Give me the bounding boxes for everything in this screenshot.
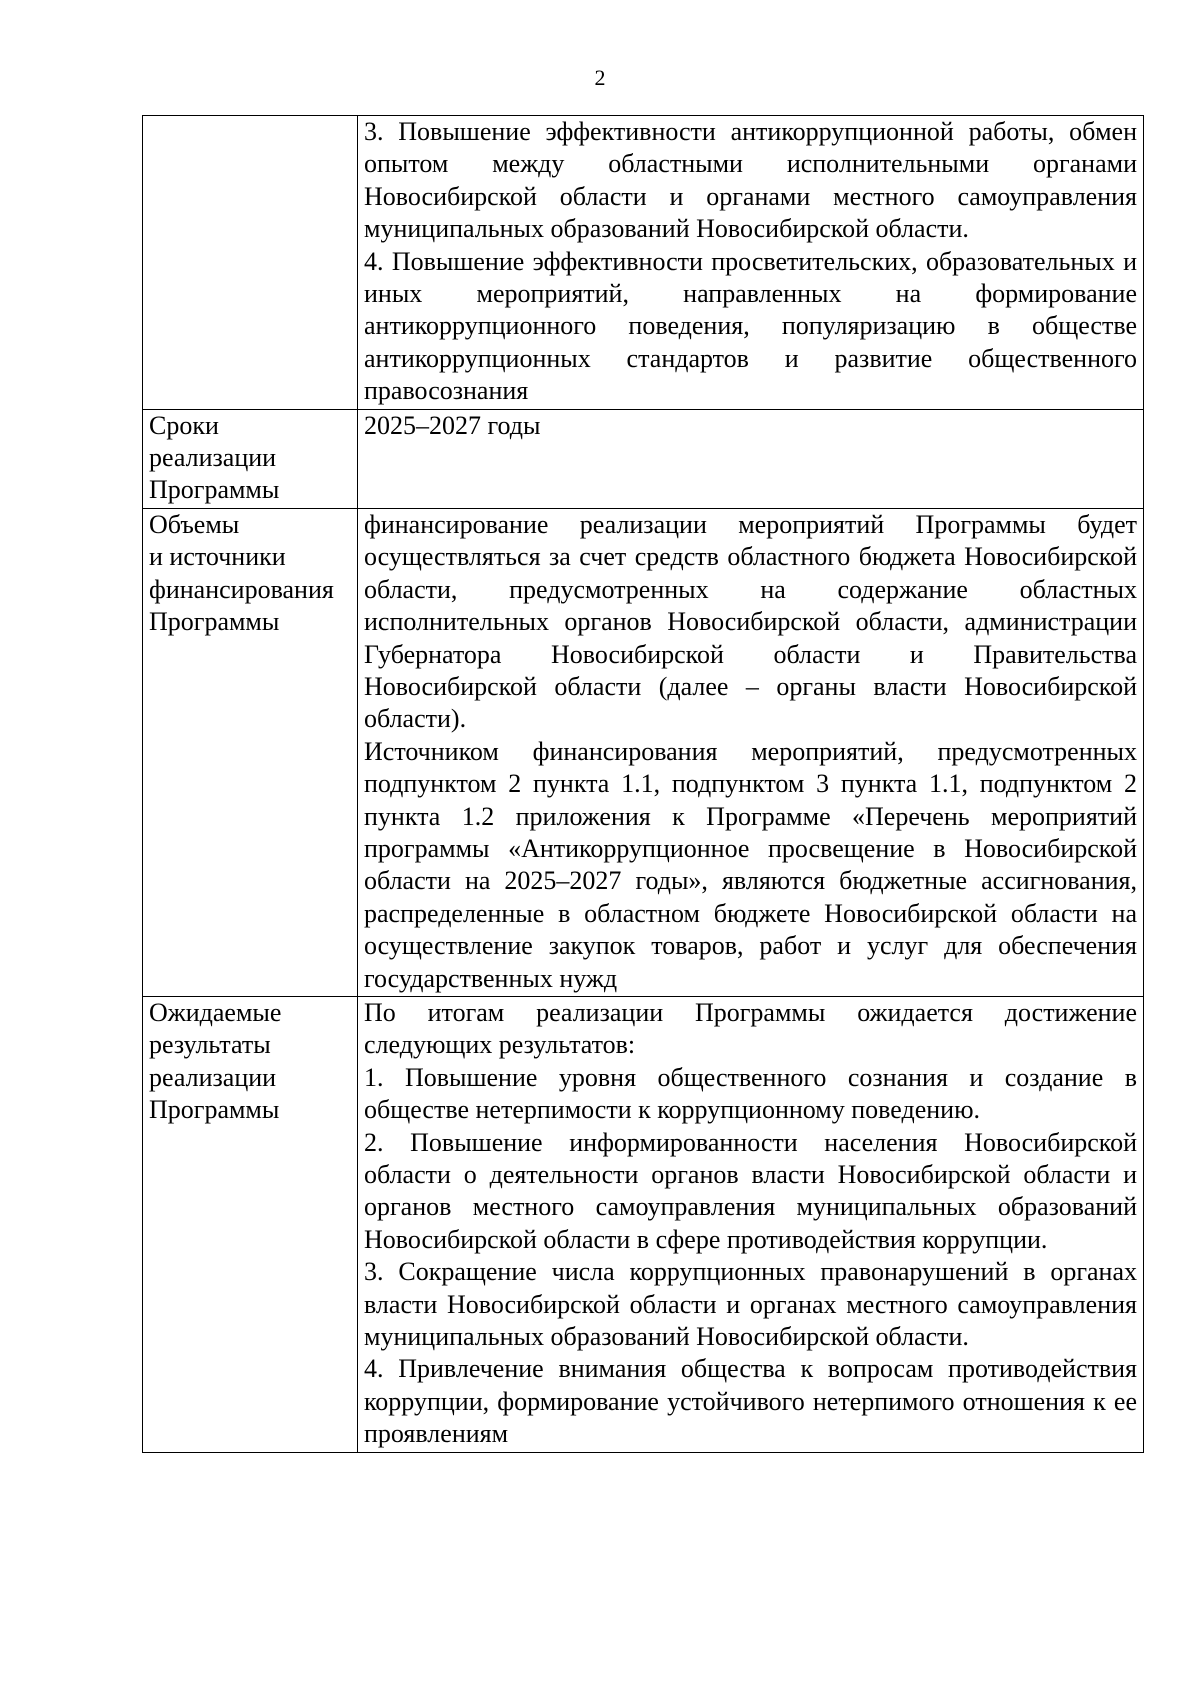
paragraph: 1. Повышение уровня общественного сознания и создание в обществе нетерпимости к коррупционному поведению. xyxy=(364,1062,1137,1125)
row-content-cell xyxy=(358,409,1144,508)
paragraph: 3. Повышение эффективности антикоррупционной работы, обмен опытом между областными исполнительными органами Новосибирской области и органами местного самоуправления муниципальных образований Новосибирской области. xyxy=(364,117,1137,244)
row-content-cell xyxy=(358,508,1144,996)
row-label-cell xyxy=(143,409,358,508)
table-row xyxy=(143,996,1144,1452)
page-number: 2 xyxy=(594,65,606,90)
paragraph: 4. Привлечение внимания общества к вопросам противодействия коррупции, формирование устойчивого нетерпимого отношения к ее проявлениям xyxy=(364,1354,1137,1449)
table-row xyxy=(143,508,1144,996)
table-row xyxy=(143,116,1144,410)
paragraph: По итогам реализации Программы ожидается достижение следующих результатов: xyxy=(364,997,1137,1060)
row-label: Объемы и источники финансирования Программы xyxy=(149,509,334,637)
program-passport-table xyxy=(142,115,1144,1453)
paragraph: 4. Повышение эффективности просветительских, образовательных и иных мероприятий, направленных на формирование антикоррупционного поведения, популяризацию в обществе антикоррупционных стандартов и развитие общественного правосознания xyxy=(364,246,1137,406)
paragraph: Источником финансирования мероприятий, предусмотренных подпунктом 2 пункта 1.1, подпунктом 3 пункта 1.1, подпунктом 2 пункта 1.2 приложения к Программе «Перечень мероприятий программы «Антикоррупционное просвещение в Новосибирской области на 2025–2027 годы», являются бюджетные ассигнования, распределенные в областном бюджете Новосибирской области на осуществление закупок товаров, работ и услуг для обеспечения государственных нужд xyxy=(364,736,1137,993)
paragraph: финансирование реализации мероприятий Программы будет осуществляться за счет средств областного бюджета Новосибирской области, предусмотренных на содержание областных исполнительных органов Новосибирской области, администрации Губернатора Новосибирской области и Правительства Новосибирской области (далее – органы власти Новосибирской области). xyxy=(364,509,1137,734)
table-row xyxy=(143,409,1144,508)
paragraph: 2025–2027 годы xyxy=(364,410,541,440)
paragraph: 3. Сокращение числа коррупционных правонарушений в органах власти Новосибирской области и органах местного самоуправления муниципальных образований Новосибирской области. xyxy=(364,1257,1137,1352)
row-label-cell xyxy=(143,996,358,1452)
row-content-cell xyxy=(358,116,1144,410)
row-label: Сроки реализации Программы xyxy=(149,410,280,505)
row-label-cell xyxy=(143,508,358,996)
paragraph: 2. Повышение информированности населения Новосибирской области о деятельности органов власти Новосибирской области и органов местного самоуправления муниципальных образований Новосибирской области в сфере противодействия коррупции. xyxy=(364,1127,1137,1254)
row-content-cell xyxy=(358,996,1144,1452)
row-label-cell xyxy=(143,116,358,410)
row-label: Ожидаемые результаты реализации Программы xyxy=(149,997,282,1125)
